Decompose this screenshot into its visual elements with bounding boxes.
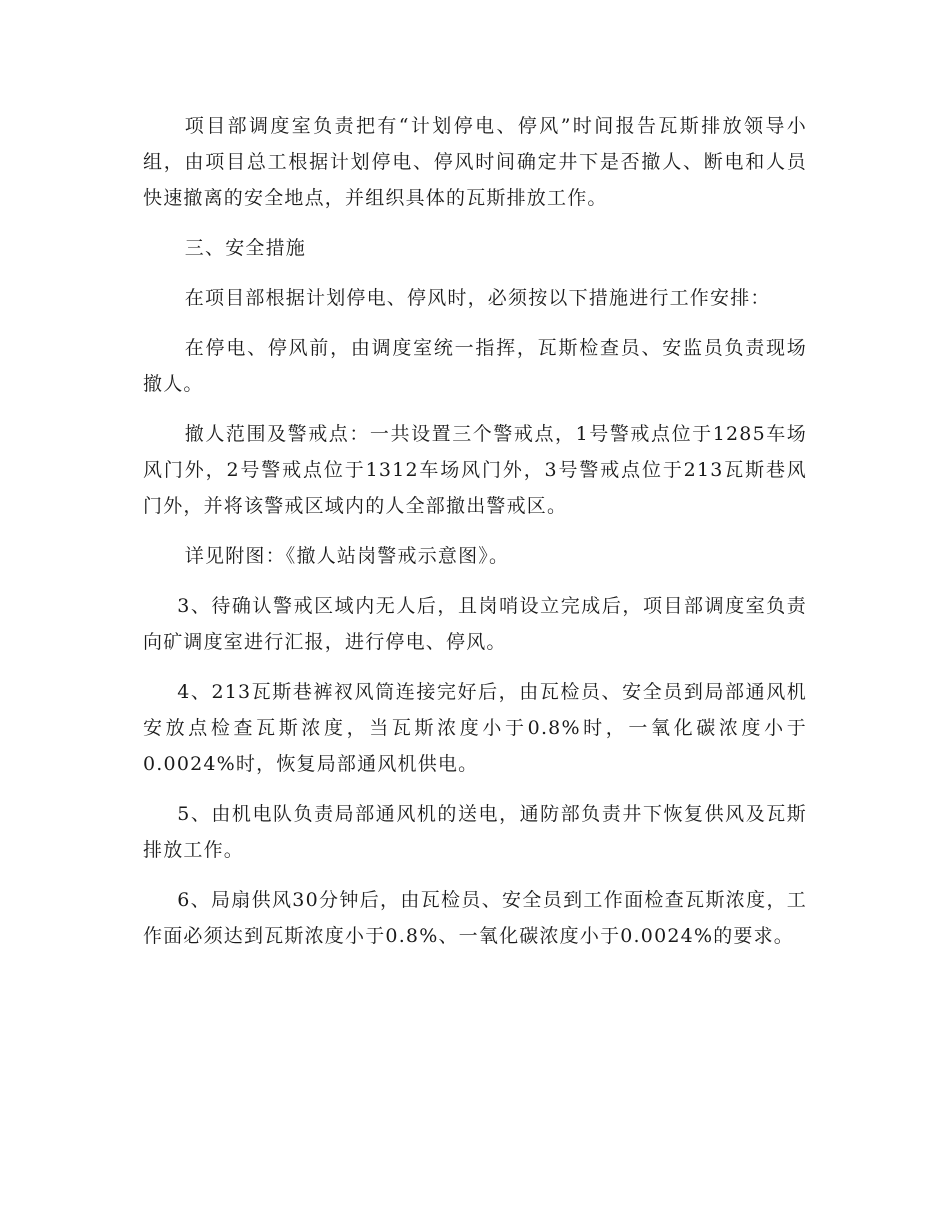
paragraph-measures-intro: 在项目部根据计划停电、停风时，必须按以下措施进行工作安排： [184, 287, 771, 309]
paragraph-step-3: 3、待确认警戒区域内无人后，且岗哨设立完成后，项目部调度室负责向矿调度室进行汇报，进行停电、停风。 [143, 595, 807, 653]
paragraph-appendix-reference: 详见附图：《撤人站岗警戒示意图》。 [184, 545, 510, 567]
paragraph-warning-points: 撤人范围及警戒点：一共设置三个警戒点，1号警戒点位于1285车场风门外，2号警戒点位于1312车场风门外，3号警戒点位于213瓦斯巷风门外，并将该警戒区域内的人全部撤出警戒区。 [143, 423, 807, 517]
paragraph-step-5: 5、由机电队负责局部通风机的送电，通防部负责井下恢复供风及瓦斯排放工作。 [143, 803, 807, 861]
paragraph-dispatch-report: 项目部调度室负责把有“计划停电、停风”时间报告瓦斯排放领导小组，由项目总工根据计划停电、停风时间确定井下是否撤人、断电和人员快速撤离的安全地点，并组织具体的瓦斯排放工作。 [143, 115, 807, 209]
section-heading-safety-measures: 三、安全措施 [184, 237, 306, 259]
paragraph-step-6: 6、局扇供风30分钟后，由瓦检员、安全员到工作面检查瓦斯浓度，工作面必须达到瓦斯浓度小于0.8%、一氧化碳浓度小于0.0024%的要求。 [143, 889, 807, 947]
document-body [143, 108, 807, 968]
paragraph-step-4: 4、213瓦斯巷裤衩风筒连接完好后，由瓦检员、安全员到局部通风机安放点检查瓦斯浓度，当瓦斯浓度小于0.8%时，一氧化碳浓度小于0.0024%时，恢复局部通风机供电。 [143, 681, 807, 775]
paragraph-evacuation-command: 在停电、停风前，由调度室统一指挥，瓦斯检查员、安监员负责现场撤人。 [143, 337, 807, 395]
